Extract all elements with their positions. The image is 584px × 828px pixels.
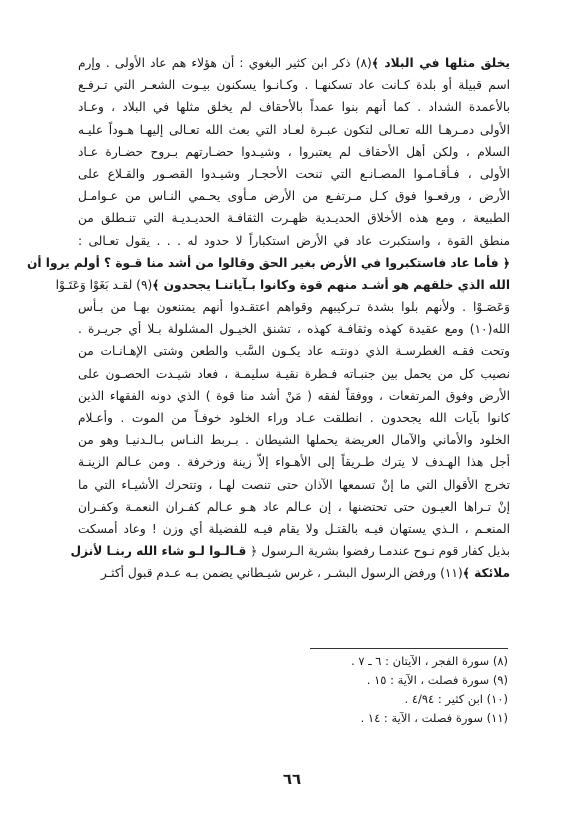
text-line (78, 207, 510, 229)
text-segment: الخلود والأماني والآمال العريضة يحملها الشيطان . بـربط النـاس بـالـدنيـا وهو من (78, 433, 510, 448)
text-line (55, 274, 510, 296)
text-line (26, 252, 510, 274)
quran-quote: قـالـوا لـو شاء الله ربنـا لأنزل (70, 544, 247, 559)
text-segment: الأرض وفوق المرتفعات ، ووفقاً لفقه ( مَنْ أشد منا قوة ) الذي دونه الفقهاء الذين (78, 388, 510, 403)
footnote-9: (٩) سورة فصلت ، الآية : ١٥ . (366, 673, 508, 687)
text-line (78, 385, 510, 407)
text-line (78, 185, 510, 207)
footnote-11: (١١) سورة فصلت ، الآية : ١٤ . (360, 711, 508, 725)
text-segment: بالأعمدة الشداد . كما أنهم بنوا عمداً بالأحقاف لم يخلق مثلها في البلاد ، وعـاد (78, 100, 510, 115)
text-segment: كانوا بآيات الله يجحدون . انطلقت عـاد وراء الخلود خوفـاً من الموت . وأعـلام (78, 411, 510, 425)
quran-quote: يخلق مثلها في البلاد ﴾ (371, 56, 510, 70)
text-line (78, 163, 510, 185)
body-text (26, 52, 510, 585)
text-line (78, 518, 510, 540)
text-segment: الله(١٠) ومع عقيدة كهذه وثقافـة كهذه ، تشنق الخيـول المشلولة بـلا أي جريـرة . (78, 322, 510, 337)
text-line (78, 74, 510, 96)
text-line (78, 296, 510, 318)
text-segment: الأولى دمـرهـا الله تعـالى لتكون عبـرة لعـاد التي بعث الله تعـالى إليهـا هـوداً عليـه (78, 122, 510, 137)
text-segment: الأولى ، فـأقـامـوا المصـانـع التي تنحت الأحجـار وشيـدوا القصـور والقـلاع على (78, 166, 510, 181)
text-segment: وَعَصَـوْا . ولأنهم بلوا بشدة تـركيبهم وقواهم اعتقـدوا أنهم يمتنعون بهـا من بـأس (78, 300, 510, 315)
text-line (78, 363, 510, 385)
text-line (78, 141, 510, 163)
text-segment: نصيب كل من يحمل بين جنبـاته فـطرة نقيـة سليمـة ، فعاد شيـدت الحصـون على (78, 366, 510, 381)
quran-quote: ﴿ فأما عاد فاستكبروا في الأرض بغير الحق وقالوا من أشد منا قـوة ؟ أولم يروا أن (26, 255, 510, 270)
text-line (78, 407, 510, 429)
text-line (78, 429, 510, 451)
text-line (78, 96, 510, 118)
text-segment: الطبيعة ، ومع هذه الأخلاق الحديـدية ظهـرت الثقافـة الحديـديـة التي تنـطلق من (78, 211, 510, 226)
text-segment: (١١) ورفض الرسول البشـر ، غرس شيـطاني يضمن بـه عـدم قبول أكثـر (100, 566, 463, 581)
text-segment: (٨) ذكر ابن كثير البغوي : أن هؤلاء هم عاد الأولى . وإرم (78, 56, 372, 70)
text-line (78, 119, 510, 141)
footnote-10: (١٠) ابن كثير : ٤/٩٤ . (404, 692, 508, 706)
text-line (78, 340, 510, 362)
text-line (78, 451, 510, 473)
footnote-8: (٨) سورة الفجر ، الآيتان : ٦ ـ ٧ . (351, 654, 508, 668)
text-segment: منطق القوة ، واستكبرت عاد في الأرض استكباراً لا حدود له . . . يقول تعـالى : (78, 233, 510, 248)
text-line (78, 52, 510, 74)
text-segment: إنْ تـراها العيـون حتى تحتضنها ، إن عـالم عاد هـو عـالم كفـران النعمـة وكفـران (78, 499, 510, 514)
text-line (70, 540, 510, 562)
text-segment: تخرج الأقوال التي ما إنْ تسمعها الآذان حتى تنصت لهـا ، وتتحرك الأشيـاء التي ما (78, 477, 510, 492)
footnote-separator (310, 648, 508, 649)
text-segment: المنعـم ، الـذي يستهان فيـه بالقتـل ولا يقام فيـه للفضيلة أي وزن ! وعاد أمسكت (78, 521, 510, 536)
text-segment: (٩) لقـد بَغَوْا وَعَتَـوْا (55, 277, 153, 292)
text-segment: وتحت فقـه الغطرسـة الذي دونتـه عاد يكـون السَّب والطعن وشتى الإهـانـات من (78, 344, 510, 359)
quran-quote: الله الذي خلقهم هو أشـد منهم قوة وكانوا بـآياتنـا يجحدون ﴾ (152, 277, 510, 292)
text-segment: السلام ، ولكن أهل الأحقاف لم يعتبروا ، وشيـدوا حضـارتهم بـروح حضـارة عـاد (78, 144, 510, 159)
text-line (78, 230, 510, 252)
text-segment: اسم قبيلة أو بلدة كـانت عاد تسكنهـا . وكـانـوا يسكنون بيـوت الشعـر التي تـرفـع (78, 78, 510, 93)
text-line (78, 562, 510, 584)
footnotes (208, 652, 508, 728)
text-segment: الأرض ، ورفعـوا فوق كـل مـرتفـع من الأرض مـأوى يحـمي النـاس من عـوامـل (78, 189, 510, 204)
text-line (78, 318, 510, 340)
page-number: ٦٦ (282, 770, 302, 788)
text-line (78, 474, 510, 496)
text-line (78, 496, 510, 518)
text-segment: أجل هذا الهـدف لا يترك طـريقاً إلى الأهـواء إلاّ زينة وزخرفة . ومن عـالم الزينـة (78, 455, 510, 470)
text-segment: بذيل كفار قوم نـوح عندمـا رفضوا بشرية الـرسول ﴿ (246, 544, 510, 559)
quran-quote: ملائكة ﴾ (462, 566, 510, 581)
